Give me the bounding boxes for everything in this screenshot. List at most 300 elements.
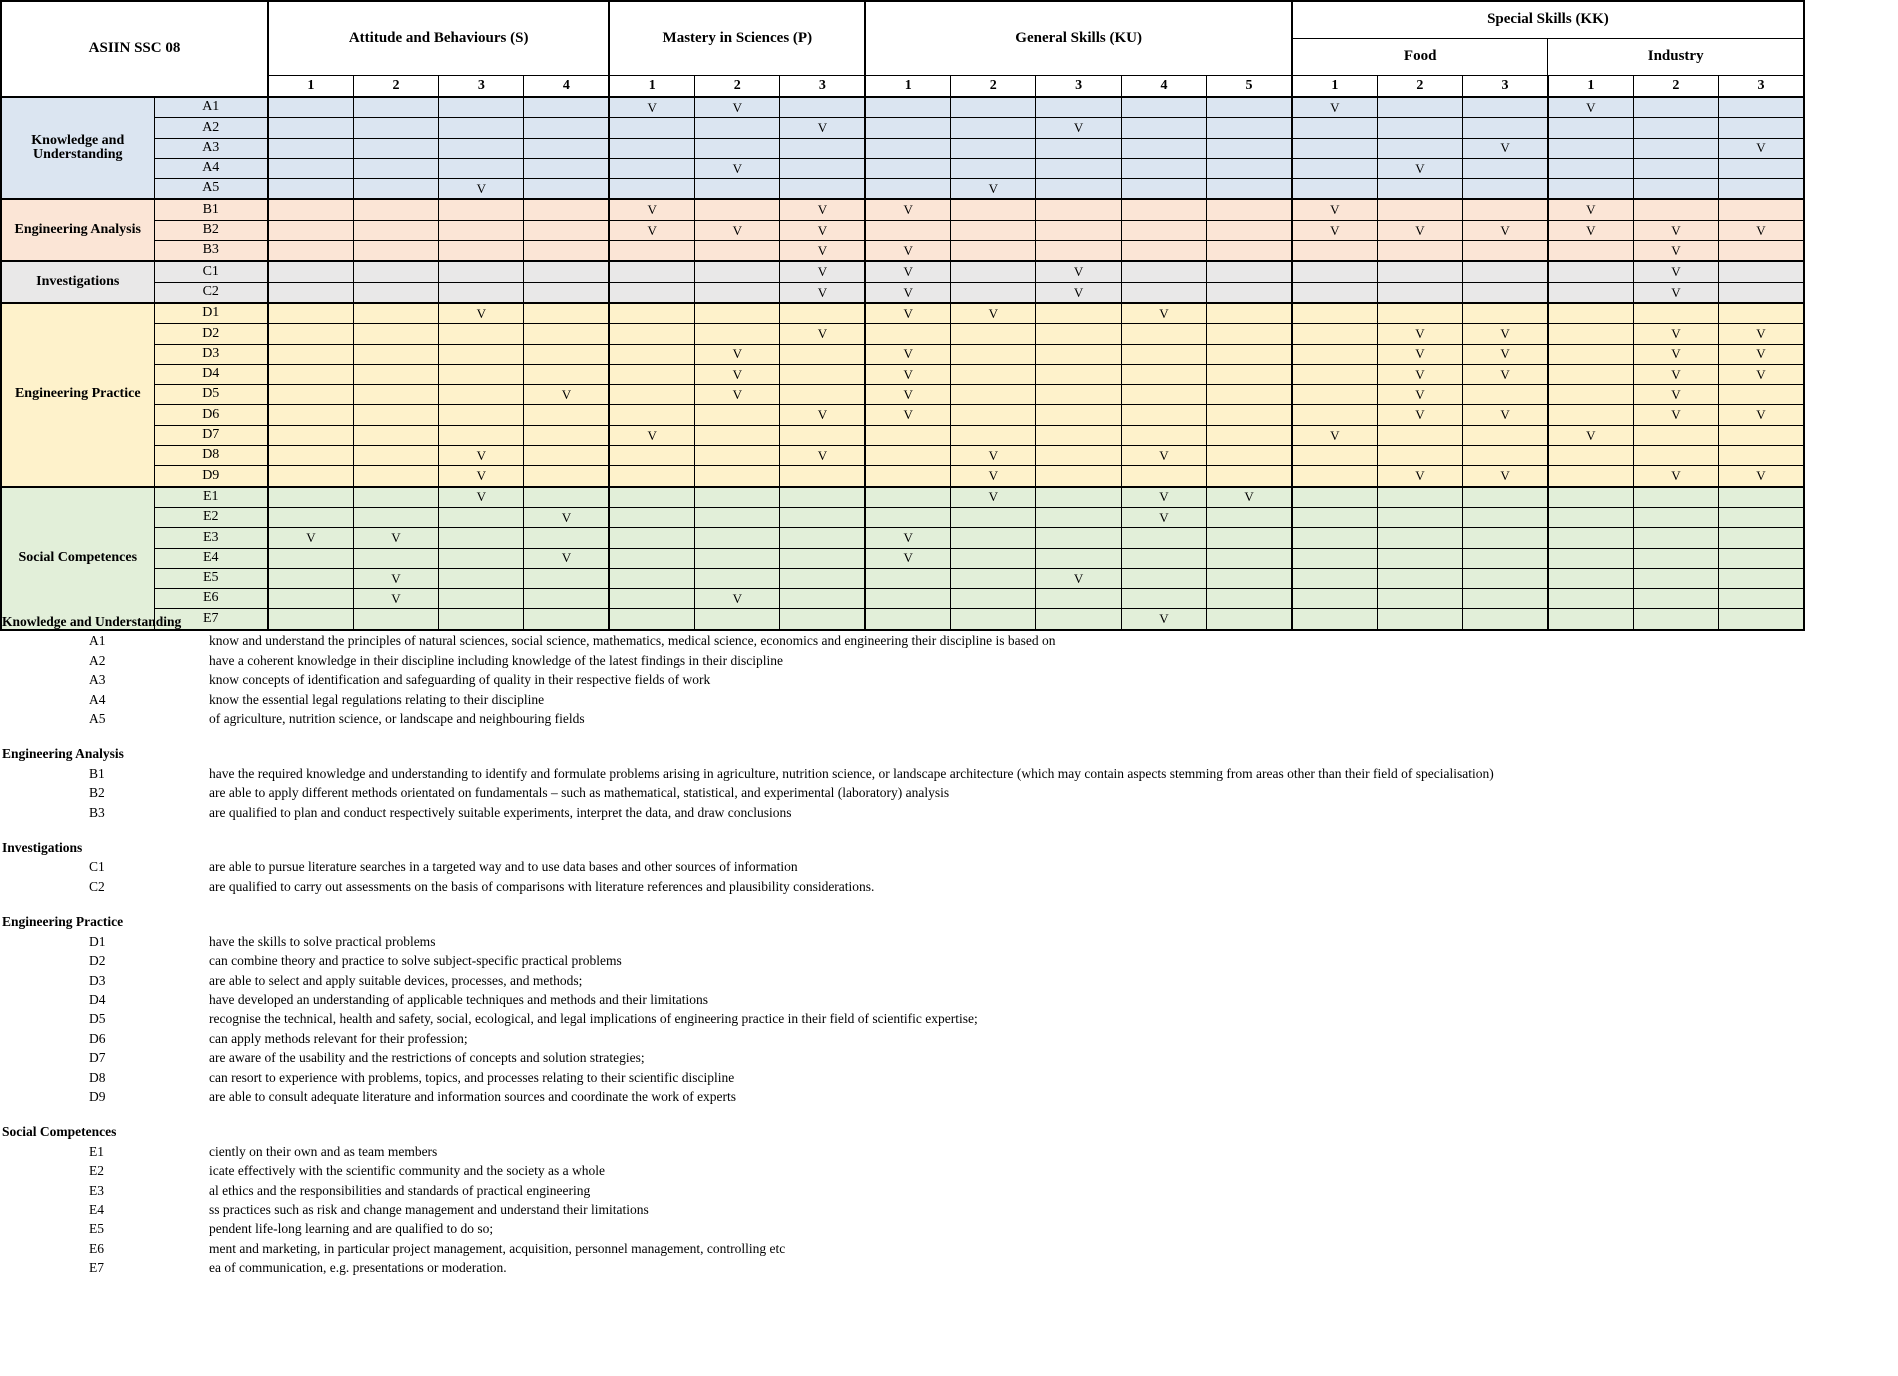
matrix-cell[interactable] xyxy=(609,179,694,200)
matrix-cell[interactable] xyxy=(1719,303,1804,324)
matrix-cell[interactable]: V xyxy=(1719,344,1804,364)
matrix-cell[interactable] xyxy=(439,220,524,240)
matrix-cell[interactable] xyxy=(780,568,865,588)
matrix-cell[interactable] xyxy=(1633,118,1718,138)
matrix-cell[interactable]: V xyxy=(865,303,950,324)
matrix-cell[interactable] xyxy=(1463,241,1548,262)
matrix-cell[interactable] xyxy=(1036,507,1121,527)
matrix-cell[interactable] xyxy=(1719,548,1804,568)
matrix-cell[interactable]: V xyxy=(780,199,865,220)
matrix-cell[interactable] xyxy=(524,528,609,548)
matrix-cell[interactable] xyxy=(353,548,438,568)
matrix-cell[interactable] xyxy=(1207,548,1292,568)
matrix-cell[interactable] xyxy=(609,303,694,324)
matrix-cell[interactable] xyxy=(1121,199,1206,220)
matrix-cell[interactable] xyxy=(1377,446,1462,466)
matrix-cell[interactable] xyxy=(1548,487,1633,508)
matrix-cell[interactable] xyxy=(1207,507,1292,527)
matrix-cell[interactable] xyxy=(695,199,780,220)
matrix-cell[interactable] xyxy=(1207,303,1292,324)
matrix-cell[interactable] xyxy=(1121,344,1206,364)
matrix-cell[interactable] xyxy=(1036,241,1121,262)
matrix-cell[interactable] xyxy=(1036,446,1121,466)
matrix-cell[interactable] xyxy=(695,324,780,344)
matrix-cell[interactable] xyxy=(1463,528,1548,548)
matrix-cell[interactable] xyxy=(268,446,353,466)
matrix-cell[interactable]: V xyxy=(1292,220,1377,240)
matrix-cell[interactable]: V xyxy=(865,528,950,548)
matrix-cell[interactable] xyxy=(1377,97,1462,118)
matrix-cell[interactable] xyxy=(1121,138,1206,158)
matrix-cell[interactable] xyxy=(353,446,438,466)
matrix-cell[interactable] xyxy=(1292,548,1377,568)
matrix-cell[interactable] xyxy=(268,261,353,282)
matrix-cell[interactable] xyxy=(609,466,694,487)
matrix-cell[interactable] xyxy=(951,158,1036,178)
matrix-cell[interactable] xyxy=(524,158,609,178)
matrix-cell[interactable] xyxy=(609,364,694,384)
matrix-cell[interactable] xyxy=(1121,282,1206,303)
matrix-cell[interactable] xyxy=(439,261,524,282)
matrix-cell[interactable] xyxy=(1377,507,1462,527)
matrix-cell[interactable] xyxy=(865,118,950,138)
matrix-cell[interactable]: V xyxy=(1719,220,1804,240)
matrix-cell[interactable] xyxy=(268,138,353,158)
matrix-cell[interactable]: V xyxy=(695,344,780,364)
matrix-cell[interactable]: V xyxy=(1463,364,1548,384)
matrix-cell[interactable] xyxy=(353,138,438,158)
matrix-cell[interactable] xyxy=(1377,138,1462,158)
matrix-cell[interactable] xyxy=(353,97,438,118)
matrix-cell[interactable] xyxy=(780,364,865,384)
matrix-cell[interactable] xyxy=(1121,425,1206,445)
matrix-cell[interactable]: V xyxy=(951,303,1036,324)
matrix-cell[interactable] xyxy=(1292,385,1377,405)
matrix-cell[interactable]: V xyxy=(695,385,780,405)
matrix-cell[interactable]: V xyxy=(1719,466,1804,487)
matrix-cell[interactable]: V xyxy=(865,261,950,282)
matrix-cell[interactable] xyxy=(268,487,353,508)
matrix-cell[interactable]: V xyxy=(1633,385,1718,405)
matrix-cell[interactable] xyxy=(268,199,353,220)
matrix-cell[interactable]: V xyxy=(695,589,780,609)
matrix-cell[interactable] xyxy=(1463,385,1548,405)
matrix-cell[interactable] xyxy=(1633,179,1718,200)
matrix-cell[interactable] xyxy=(1719,199,1804,220)
matrix-cell[interactable] xyxy=(1121,220,1206,240)
matrix-cell[interactable] xyxy=(695,568,780,588)
matrix-cell[interactable] xyxy=(609,507,694,527)
matrix-cell[interactable] xyxy=(865,138,950,158)
matrix-cell[interactable] xyxy=(268,324,353,344)
matrix-cell[interactable] xyxy=(439,344,524,364)
matrix-cell[interactable] xyxy=(1633,548,1718,568)
matrix-cell[interactable] xyxy=(951,138,1036,158)
matrix-cell[interactable]: V xyxy=(1548,97,1633,118)
matrix-cell[interactable] xyxy=(1036,158,1121,178)
matrix-cell[interactable] xyxy=(609,282,694,303)
matrix-cell[interactable] xyxy=(1548,138,1633,158)
matrix-cell[interactable] xyxy=(1377,261,1462,282)
matrix-cell[interactable] xyxy=(1207,199,1292,220)
matrix-cell[interactable] xyxy=(1377,528,1462,548)
matrix-cell[interactable]: V xyxy=(1377,405,1462,425)
matrix-cell[interactable] xyxy=(353,303,438,324)
matrix-cell[interactable] xyxy=(1633,568,1718,588)
matrix-cell[interactable] xyxy=(1036,199,1121,220)
matrix-cell[interactable] xyxy=(780,138,865,158)
matrix-cell[interactable] xyxy=(1292,303,1377,324)
matrix-cell[interactable] xyxy=(1292,405,1377,425)
matrix-cell[interactable] xyxy=(268,179,353,200)
matrix-cell[interactable] xyxy=(1121,179,1206,200)
matrix-cell[interactable] xyxy=(1207,179,1292,200)
matrix-cell[interactable] xyxy=(695,179,780,200)
matrix-cell[interactable] xyxy=(609,487,694,508)
matrix-cell[interactable] xyxy=(1207,118,1292,138)
matrix-cell[interactable] xyxy=(524,568,609,588)
matrix-cell[interactable] xyxy=(1548,344,1633,364)
matrix-cell[interactable] xyxy=(1633,199,1718,220)
matrix-cell[interactable] xyxy=(609,344,694,364)
matrix-cell[interactable]: V xyxy=(1719,405,1804,425)
matrix-cell[interactable]: V xyxy=(1377,385,1462,405)
matrix-cell[interactable] xyxy=(353,425,438,445)
matrix-cell[interactable] xyxy=(268,118,353,138)
matrix-cell[interactable] xyxy=(609,548,694,568)
matrix-cell[interactable]: V xyxy=(1377,466,1462,487)
matrix-cell[interactable] xyxy=(524,405,609,425)
matrix-cell[interactable] xyxy=(268,425,353,445)
matrix-cell[interactable] xyxy=(1633,507,1718,527)
matrix-cell[interactable] xyxy=(1292,179,1377,200)
matrix-cell[interactable]: V xyxy=(439,179,524,200)
matrix-cell[interactable] xyxy=(1719,241,1804,262)
matrix-cell[interactable]: V xyxy=(1377,158,1462,178)
matrix-cell[interactable]: V xyxy=(1121,446,1206,466)
matrix-cell[interactable] xyxy=(1548,324,1633,344)
matrix-cell[interactable] xyxy=(524,487,609,508)
matrix-cell[interactable] xyxy=(1463,303,1548,324)
matrix-cell[interactable] xyxy=(1207,568,1292,588)
matrix-cell[interactable] xyxy=(695,507,780,527)
matrix-cell[interactable]: V xyxy=(865,344,950,364)
matrix-cell[interactable] xyxy=(353,487,438,508)
matrix-cell[interactable]: V xyxy=(695,220,780,240)
matrix-cell[interactable]: V xyxy=(951,179,1036,200)
matrix-cell[interactable] xyxy=(439,324,524,344)
matrix-cell[interactable]: V xyxy=(524,385,609,405)
matrix-cell[interactable] xyxy=(1207,528,1292,548)
matrix-cell[interactable]: V xyxy=(1463,220,1548,240)
matrix-cell[interactable] xyxy=(268,507,353,527)
matrix-cell[interactable] xyxy=(439,548,524,568)
matrix-cell[interactable] xyxy=(695,282,780,303)
matrix-cell[interactable] xyxy=(1121,158,1206,178)
matrix-cell[interactable] xyxy=(695,548,780,568)
matrix-cell[interactable] xyxy=(524,199,609,220)
matrix-cell[interactable] xyxy=(1036,138,1121,158)
matrix-cell[interactable] xyxy=(609,385,694,405)
matrix-cell[interactable] xyxy=(1036,344,1121,364)
matrix-cell[interactable] xyxy=(1548,179,1633,200)
matrix-cell[interactable] xyxy=(1207,446,1292,466)
matrix-cell[interactable] xyxy=(695,446,780,466)
matrix-cell[interactable] xyxy=(951,199,1036,220)
matrix-cell[interactable] xyxy=(1121,568,1206,588)
matrix-cell[interactable] xyxy=(353,385,438,405)
matrix-cell[interactable] xyxy=(1633,528,1718,548)
matrix-cell[interactable] xyxy=(951,528,1036,548)
matrix-cell[interactable] xyxy=(1719,385,1804,405)
matrix-cell[interactable]: V xyxy=(780,405,865,425)
matrix-cell[interactable] xyxy=(1377,118,1462,138)
matrix-cell[interactable] xyxy=(1719,261,1804,282)
matrix-cell[interactable] xyxy=(1121,241,1206,262)
matrix-cell[interactable] xyxy=(1548,158,1633,178)
matrix-cell[interactable]: V xyxy=(1463,324,1548,344)
matrix-cell[interactable] xyxy=(609,324,694,344)
matrix-cell[interactable] xyxy=(1463,568,1548,588)
matrix-cell[interactable] xyxy=(439,97,524,118)
matrix-cell[interactable] xyxy=(780,97,865,118)
matrix-cell[interactable] xyxy=(1292,138,1377,158)
matrix-cell[interactable]: V xyxy=(353,528,438,548)
matrix-cell[interactable] xyxy=(951,507,1036,527)
matrix-cell[interactable] xyxy=(695,303,780,324)
matrix-cell[interactable] xyxy=(1207,324,1292,344)
matrix-cell[interactable] xyxy=(353,179,438,200)
matrix-cell[interactable] xyxy=(1719,446,1804,466)
matrix-cell[interactable] xyxy=(609,158,694,178)
matrix-cell[interactable]: V xyxy=(1633,364,1718,384)
matrix-cell[interactable] xyxy=(268,405,353,425)
matrix-cell[interactable] xyxy=(1719,425,1804,445)
matrix-cell[interactable] xyxy=(1463,548,1548,568)
matrix-cell[interactable]: V xyxy=(865,385,950,405)
matrix-cell[interactable] xyxy=(439,425,524,445)
matrix-cell[interactable] xyxy=(1121,261,1206,282)
matrix-cell[interactable] xyxy=(780,548,865,568)
matrix-cell[interactable] xyxy=(951,364,1036,384)
matrix-cell[interactable]: V xyxy=(865,548,950,568)
matrix-cell[interactable] xyxy=(268,220,353,240)
matrix-cell[interactable] xyxy=(1036,405,1121,425)
matrix-cell[interactable] xyxy=(1036,179,1121,200)
matrix-cell[interactable] xyxy=(1463,118,1548,138)
matrix-cell[interactable] xyxy=(865,487,950,508)
matrix-cell[interactable]: V xyxy=(609,220,694,240)
matrix-cell[interactable] xyxy=(1633,303,1718,324)
matrix-cell[interactable]: V xyxy=(1463,138,1548,158)
matrix-cell[interactable] xyxy=(1207,405,1292,425)
matrix-cell[interactable] xyxy=(439,282,524,303)
matrix-cell[interactable] xyxy=(524,138,609,158)
matrix-cell[interactable] xyxy=(524,282,609,303)
matrix-cell[interactable] xyxy=(1548,364,1633,384)
matrix-cell[interactable] xyxy=(695,261,780,282)
matrix-cell[interactable]: V xyxy=(439,466,524,487)
matrix-cell[interactable] xyxy=(609,528,694,548)
matrix-cell[interactable] xyxy=(353,261,438,282)
matrix-cell[interactable] xyxy=(695,487,780,508)
matrix-cell[interactable]: V xyxy=(695,158,780,178)
matrix-cell[interactable]: V xyxy=(1121,303,1206,324)
matrix-cell[interactable] xyxy=(951,385,1036,405)
matrix-cell[interactable] xyxy=(1036,324,1121,344)
matrix-cell[interactable]: V xyxy=(780,324,865,344)
matrix-cell[interactable] xyxy=(1463,261,1548,282)
matrix-cell[interactable] xyxy=(353,118,438,138)
matrix-cell[interactable] xyxy=(1036,548,1121,568)
matrix-cell[interactable] xyxy=(695,118,780,138)
matrix-cell[interactable] xyxy=(865,507,950,527)
matrix-cell[interactable] xyxy=(1719,282,1804,303)
matrix-cell[interactable]: V xyxy=(780,220,865,240)
matrix-cell[interactable] xyxy=(1292,344,1377,364)
matrix-cell[interactable]: V xyxy=(1121,609,1206,630)
matrix-cell[interactable] xyxy=(1036,303,1121,324)
matrix-cell[interactable] xyxy=(524,344,609,364)
matrix-cell[interactable] xyxy=(524,466,609,487)
matrix-cell[interactable] xyxy=(524,425,609,445)
matrix-cell[interactable] xyxy=(695,405,780,425)
matrix-cell[interactable] xyxy=(353,324,438,344)
matrix-cell[interactable] xyxy=(439,528,524,548)
matrix-cell[interactable]: V xyxy=(268,528,353,548)
matrix-cell[interactable]: V xyxy=(1292,199,1377,220)
matrix-cell[interactable] xyxy=(268,97,353,118)
matrix-cell[interactable]: V xyxy=(1633,344,1718,364)
matrix-cell[interactable]: V xyxy=(780,261,865,282)
matrix-cell[interactable]: V xyxy=(609,425,694,445)
matrix-cell[interactable] xyxy=(865,220,950,240)
matrix-cell[interactable] xyxy=(1036,364,1121,384)
matrix-cell[interactable] xyxy=(1207,344,1292,364)
matrix-cell[interactable] xyxy=(1207,364,1292,384)
matrix-cell[interactable] xyxy=(1121,548,1206,568)
matrix-cell[interactable] xyxy=(609,138,694,158)
matrix-cell[interactable] xyxy=(1207,282,1292,303)
matrix-cell[interactable] xyxy=(951,405,1036,425)
matrix-cell[interactable]: V xyxy=(1719,364,1804,384)
matrix-cell[interactable] xyxy=(1292,118,1377,138)
matrix-cell[interactable] xyxy=(1548,303,1633,324)
matrix-cell[interactable] xyxy=(1463,282,1548,303)
matrix-cell[interactable] xyxy=(1463,446,1548,466)
matrix-cell[interactable] xyxy=(1463,507,1548,527)
matrix-cell[interactable] xyxy=(524,446,609,466)
matrix-cell[interactable] xyxy=(1292,466,1377,487)
matrix-cell[interactable] xyxy=(524,324,609,344)
matrix-cell[interactable] xyxy=(1377,548,1462,568)
matrix-cell[interactable] xyxy=(780,507,865,527)
matrix-cell[interactable] xyxy=(1121,324,1206,344)
matrix-cell[interactable] xyxy=(695,138,780,158)
matrix-cell[interactable]: V xyxy=(1292,97,1377,118)
matrix-cell[interactable] xyxy=(1548,385,1633,405)
matrix-cell[interactable] xyxy=(1377,179,1462,200)
matrix-cell[interactable] xyxy=(439,385,524,405)
matrix-cell[interactable] xyxy=(1633,446,1718,466)
matrix-cell[interactable] xyxy=(951,425,1036,445)
matrix-cell[interactable] xyxy=(1292,487,1377,508)
matrix-cell[interactable]: V xyxy=(1036,282,1121,303)
matrix-cell[interactable]: V xyxy=(865,199,950,220)
matrix-cell[interactable] xyxy=(1292,364,1377,384)
matrix-cell[interactable] xyxy=(1548,446,1633,466)
matrix-cell[interactable]: V xyxy=(1036,118,1121,138)
matrix-cell[interactable] xyxy=(865,446,950,466)
matrix-cell[interactable]: V xyxy=(780,282,865,303)
matrix-cell[interactable]: V xyxy=(1548,220,1633,240)
matrix-cell[interactable] xyxy=(1207,138,1292,158)
matrix-cell[interactable]: V xyxy=(609,97,694,118)
matrix-cell[interactable] xyxy=(1121,466,1206,487)
matrix-cell[interactable]: V xyxy=(865,241,950,262)
matrix-cell[interactable] xyxy=(268,568,353,588)
matrix-cell[interactable]: V xyxy=(439,446,524,466)
matrix-cell[interactable] xyxy=(1633,425,1718,445)
matrix-cell[interactable]: V xyxy=(1377,324,1462,344)
matrix-cell[interactable]: V xyxy=(1377,220,1462,240)
matrix-cell[interactable] xyxy=(1207,97,1292,118)
matrix-cell[interactable] xyxy=(780,528,865,548)
matrix-cell[interactable] xyxy=(780,158,865,178)
matrix-cell[interactable] xyxy=(1121,405,1206,425)
matrix-cell[interactable] xyxy=(1548,118,1633,138)
matrix-cell[interactable]: V xyxy=(1292,425,1377,445)
matrix-cell[interactable] xyxy=(1292,261,1377,282)
matrix-cell[interactable] xyxy=(780,487,865,508)
matrix-cell[interactable]: V xyxy=(951,487,1036,508)
matrix-cell[interactable] xyxy=(951,261,1036,282)
matrix-cell[interactable]: V xyxy=(865,364,950,384)
matrix-cell[interactable] xyxy=(1036,97,1121,118)
matrix-cell[interactable]: V xyxy=(1036,261,1121,282)
matrix-cell[interactable]: V xyxy=(353,589,438,609)
matrix-cell[interactable] xyxy=(951,324,1036,344)
matrix-cell[interactable] xyxy=(1292,241,1377,262)
matrix-cell[interactable] xyxy=(1548,261,1633,282)
matrix-cell[interactable] xyxy=(353,241,438,262)
matrix-cell[interactable] xyxy=(353,466,438,487)
matrix-cell[interactable] xyxy=(951,548,1036,568)
matrix-cell[interactable] xyxy=(609,568,694,588)
matrix-cell[interactable] xyxy=(439,138,524,158)
matrix-cell[interactable] xyxy=(524,261,609,282)
matrix-cell[interactable]: V xyxy=(1463,405,1548,425)
matrix-cell[interactable] xyxy=(1548,507,1633,527)
matrix-cell[interactable]: V xyxy=(1633,220,1718,240)
matrix-cell[interactable] xyxy=(609,241,694,262)
matrix-cell[interactable] xyxy=(865,466,950,487)
matrix-cell[interactable] xyxy=(1463,425,1548,445)
matrix-cell[interactable] xyxy=(1633,158,1718,178)
matrix-cell[interactable] xyxy=(268,385,353,405)
matrix-cell[interactable] xyxy=(1719,528,1804,548)
matrix-cell[interactable] xyxy=(1207,220,1292,240)
matrix-cell[interactable] xyxy=(1719,158,1804,178)
matrix-cell[interactable]: V xyxy=(1121,487,1206,508)
matrix-cell[interactable] xyxy=(524,97,609,118)
matrix-cell[interactable] xyxy=(353,405,438,425)
matrix-cell[interactable]: V xyxy=(1121,507,1206,527)
matrix-cell[interactable]: V xyxy=(865,405,950,425)
matrix-cell[interactable]: V xyxy=(1633,282,1718,303)
matrix-cell[interactable] xyxy=(695,466,780,487)
matrix-cell[interactable] xyxy=(1463,97,1548,118)
